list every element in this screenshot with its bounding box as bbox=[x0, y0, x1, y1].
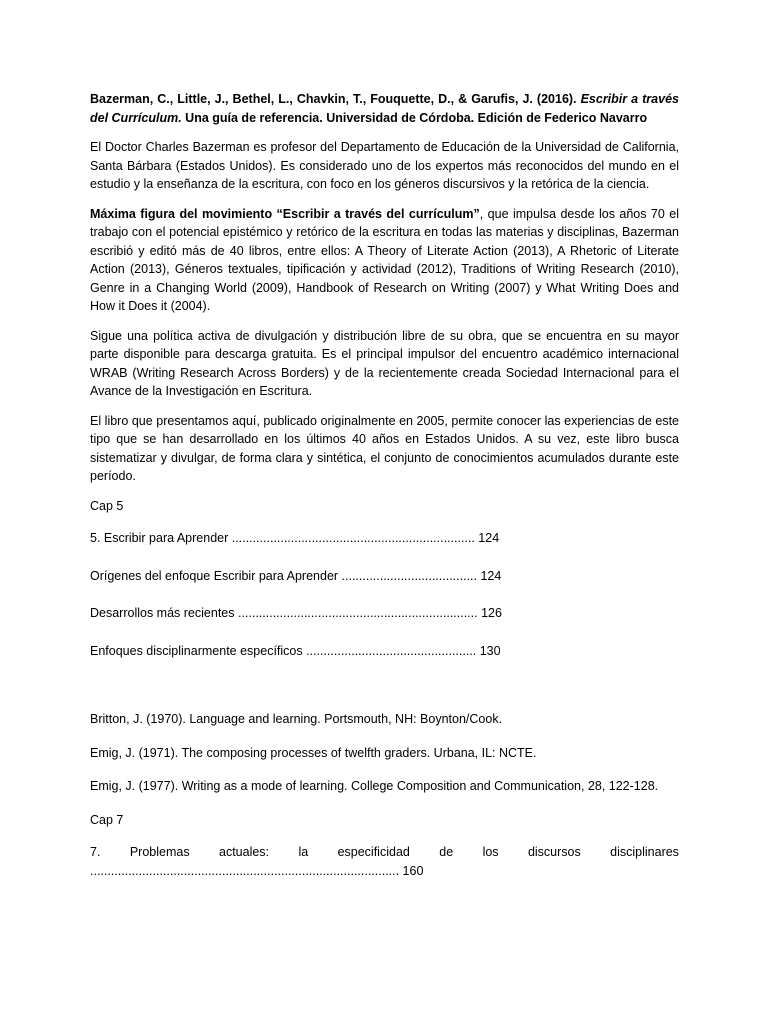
toc-entry: Desarrollos más recientes ..................................................................... 126 bbox=[90, 606, 502, 620]
toc-entry: Orígenes del enfoque Escribir para Aprender ....................................... 124 bbox=[90, 568, 502, 583]
reference-entry: Britton, J. (1970). Language and learning. Portsmouth, NH: Boynton/Cook. bbox=[90, 712, 503, 726]
toc-word: actuales: bbox=[219, 845, 270, 859]
citation-authors: Bazerman, C., Little, J., Bethel, L., Chavkin, T., Fouquette, D., & Garufis, J. (2016). bbox=[90, 92, 577, 106]
paragraph-movement bbox=[90, 205, 679, 316]
section-spacer bbox=[90, 679, 679, 710]
toc-word: la bbox=[298, 845, 309, 859]
cap5-heading: Cap 5 bbox=[90, 498, 124, 513]
toc-entry: Enfoques disciplinarmente específicos ................................................. 130 bbox=[90, 643, 501, 658]
cap7-heading: Cap 7 bbox=[90, 812, 124, 827]
citation-rest: Una guía de referencia. Universidad de Córdoba. Edición de Federico Navarro bbox=[185, 110, 648, 125]
book-citation bbox=[90, 90, 679, 127]
movement-highlight: Máxima figura del movimiento “Escribir a través del currículum” bbox=[90, 206, 480, 221]
cap7-toc-title bbox=[90, 843, 679, 862]
toc-word: discursos bbox=[527, 845, 581, 859]
toc-word: los bbox=[482, 845, 499, 859]
reference-entry: Emig, J. (1977). Writing as a mode of learning. College Composition and Communication, 28, 122-128. bbox=[90, 779, 659, 793]
toc-entry: 5. Escribir para Aprender ...................................................................... 124 bbox=[90, 531, 500, 545]
paragraph-author-bio: El Doctor Charles Bazerman es profesor del Departamento de Educación de la Universidad de California, Santa Bárbara (Estados Unidos). Es considerado uno de los expertos más reconocidos del mundo en el estudio y la enseñanza de la escritura, con foco en los géneros discursivos y la retórica de la ciencia. bbox=[90, 140, 679, 191]
toc-word: disciplinares bbox=[610, 845, 679, 859]
toc-word: especificidad bbox=[337, 845, 410, 859]
paragraph-book-intro: El libro que presentamos aquí, publicado originalmente en 2005, permite conocer las experiencias de este tipo que se han desarrollado en los últimos 40 años en Estados Unidos. A su vez, este libro busca sistematizar y divulgar, de forma clara y sintética, el conjunto de conocimientos acumulados durante este período. bbox=[90, 413, 679, 483]
reference-entry: Emig, J. (1971). The composing processes of twelfth graders. Urbana, IL: NCTE. bbox=[90, 745, 537, 760]
document-page bbox=[90, 90, 679, 880]
paragraph-policy: Sigue una política activa de divulgación y distribución libre de su obra, que se encuentra en su mayor parte disponible para descarga gratuita. Es el principal impulsor del encuentro académico internacional WRAB (Writing Research Across Borders) y de la recientemente creada Sociedad Internacional para el Avance de la Investigación en Escritura. bbox=[90, 328, 679, 398]
toc-word: de bbox=[439, 845, 454, 859]
toc-word: 7. bbox=[90, 845, 101, 859]
citation-title: Escribir a través del Currículum. bbox=[90, 92, 679, 125]
toc-word: Problemas bbox=[129, 845, 190, 859]
movement-text: , que impulsa desde los años 70 el trabajo con el potencial epistémico y retórico de la escritura en todas las materias y disciplinas, Bazerman escribió y editó más de 40 libros, entre ellos: A Theory of Literate Action (2013), A Rhetoric of Literate Action (2013), Géneros textuales, tipificación y actividad (2012), Traditions of Writing Research (2010), Genre in a Changing World (2009), Handbook of Research on Writing (2007) y What Writing Does and How it Does it (2004). bbox=[90, 206, 679, 313]
cap7-toc-leader: ......................................................................................... 160 bbox=[90, 863, 424, 878]
